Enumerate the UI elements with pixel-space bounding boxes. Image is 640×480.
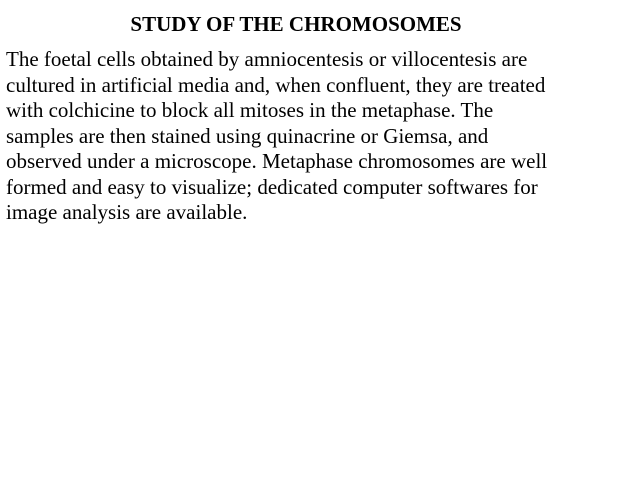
paragraph-line: samples are then stained using quinacrine or Giemsa, and: [6, 123, 489, 148]
paragraph-line: The foetal cells obtained by amniocentesis or villocentesis are: [6, 47, 528, 71]
body-paragraph: [6, 47, 634, 226]
page-title: STUDY OF THE CHROMOSOMES: [130, 12, 462, 36]
paragraph-line: observed under a microscope. Metaphase chromosomes are well: [6, 149, 548, 173]
paragraph-line: cultured in artificial media and, when confluent, they are treated: [6, 72, 546, 97]
paragraph-line: image analysis are available.: [6, 200, 248, 224]
paragraph-line: formed and easy to visualize; dedicated computer softwares for: [6, 174, 538, 199]
paragraph-line: with colchicine to block all mitoses in the metaphase. The: [6, 98, 494, 122]
